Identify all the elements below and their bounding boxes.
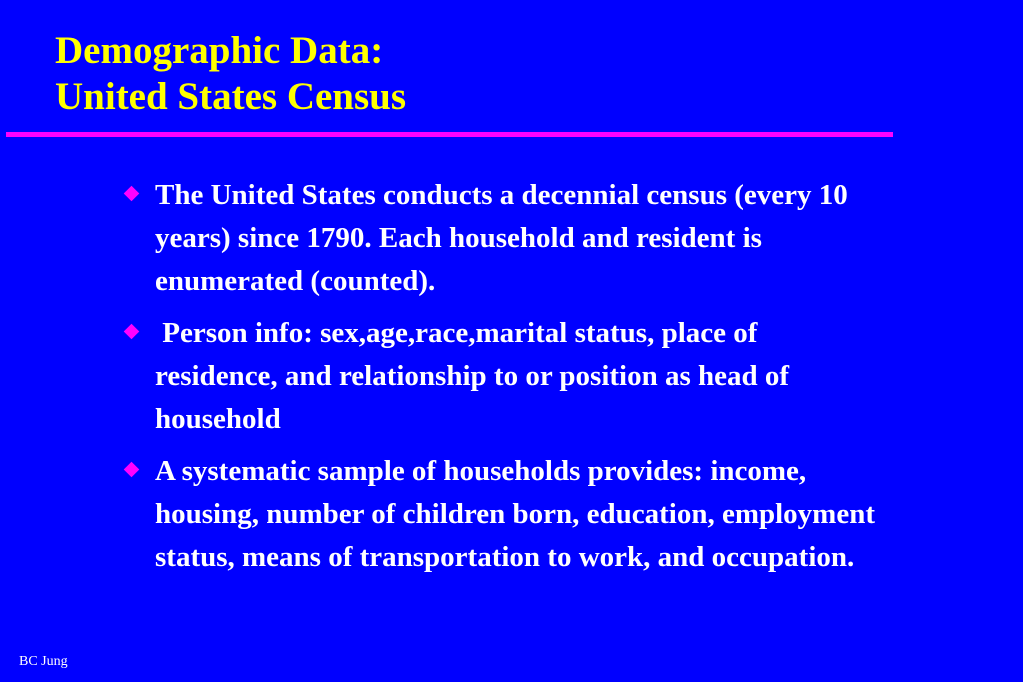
bullet-text: Person info: sex,age,race,marital status, place of residence, and relationship to or position as head of household [155, 317, 797, 435]
bullet-text: A systematic sample of households provides: income, housing, number of children born, education, employment status, means of transportation to work, and occupation. [155, 455, 875, 573]
footer-author: BC Jung [19, 654, 68, 669]
bullet-item [118, 450, 878, 579]
slide-title-line-2: United States Census [55, 75, 407, 118]
diamond-bullet-icon [124, 462, 140, 478]
slide-title [55, 28, 406, 120]
slide-title-line-1: Demographic Data: [55, 29, 384, 72]
bullet-list [118, 174, 878, 588]
bullet-item [118, 312, 878, 441]
bullet-text: The United States conducts a decennial census (every 10 years) since 1790. Each household and resident is enumerated (counted). [155, 179, 848, 297]
diamond-bullet-icon [124, 324, 140, 340]
bullet-item [118, 174, 878, 303]
diamond-bullet-icon [124, 186, 140, 202]
title-divider [6, 132, 893, 137]
